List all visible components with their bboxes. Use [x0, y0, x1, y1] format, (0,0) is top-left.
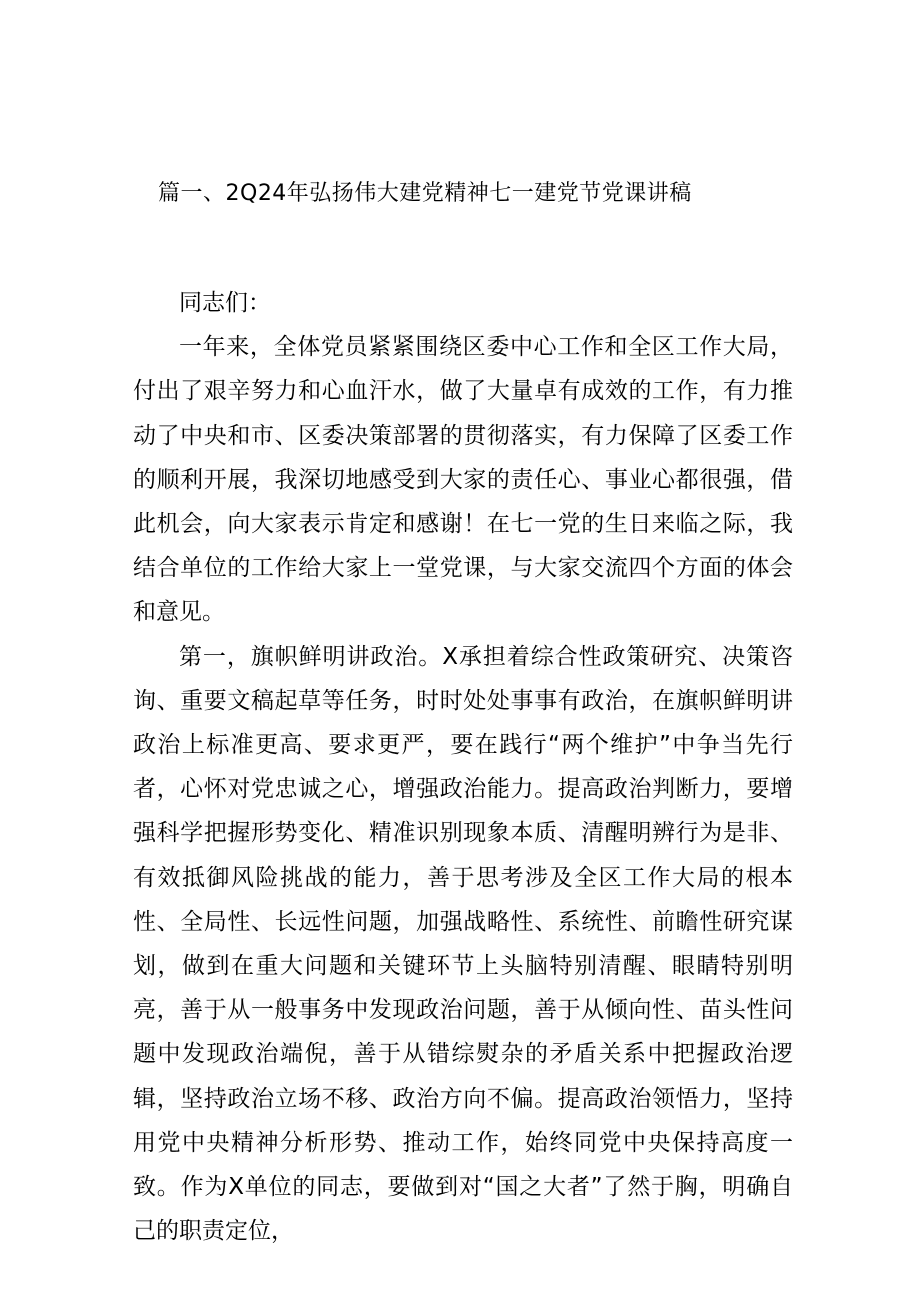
- politics-paragraph: 第一，旗帜鲜明讲政治。X承担着综合性政策研究、决策咨询、重要文稿起草等任务，时时处处事事有政治，在旗帜鲜明讲政治上标准更高、要求更严，要在践行“两个维护”中争当先行者，心怀对党忠诚之心，增强政治能力。提高政治判断力，要增强科学把握形势变化、精准识别现象本质、清醒明辨行为是非、有效抵御风险挑战的能力，善于思考涉及全区工作大局的根本性、全局性、长远性问题，加强战略性、系统性、前瞻性研究谋划，做到在重大问题和关键环节上头脑特别清醒、眼睛特别明亮，善于从一般事务中发现政治问题，善于从倾向性、苗头性问题中发现政治端倪，善于从错综熨杂的矛盾关系中把握政治逻辑，坚持政治立场不移、政治方向不偏。提高政治领悟力，坚持用党中央精神分析形势、推动工作，始终同党中央保持高度一致。作为X单位的同志，要做到对“国之大者”了然于胸，明确自己的职责定位，: [133, 643, 793, 1245]
- opening-paragraph: 一年来，全体党员紧紧围绕区委中心工作和全区工作大局，付出了艰辛努力和心血汗水，做了大量卓有成效的工作，有力推动了中央和市、区委决策部署的贯彻落实，有力保障了区委工作的顺利开展，我深切地感受到大家的责任心、事业心都很强，借此机会，向大家表示肯定和感谢！在七一党的生日来临之际，我结合单位的工作给大家上一堂党课，与大家交流四个方面的体会和意见。: [133, 334, 793, 626]
- salutation-paragraph: 同志们：: [179, 290, 271, 316]
- document-body: [133, 281, 793, 1253]
- document-title: 篇一、2Q24年弘扬伟大建党精神七一建党节党课讲稿: [158, 181, 692, 206]
